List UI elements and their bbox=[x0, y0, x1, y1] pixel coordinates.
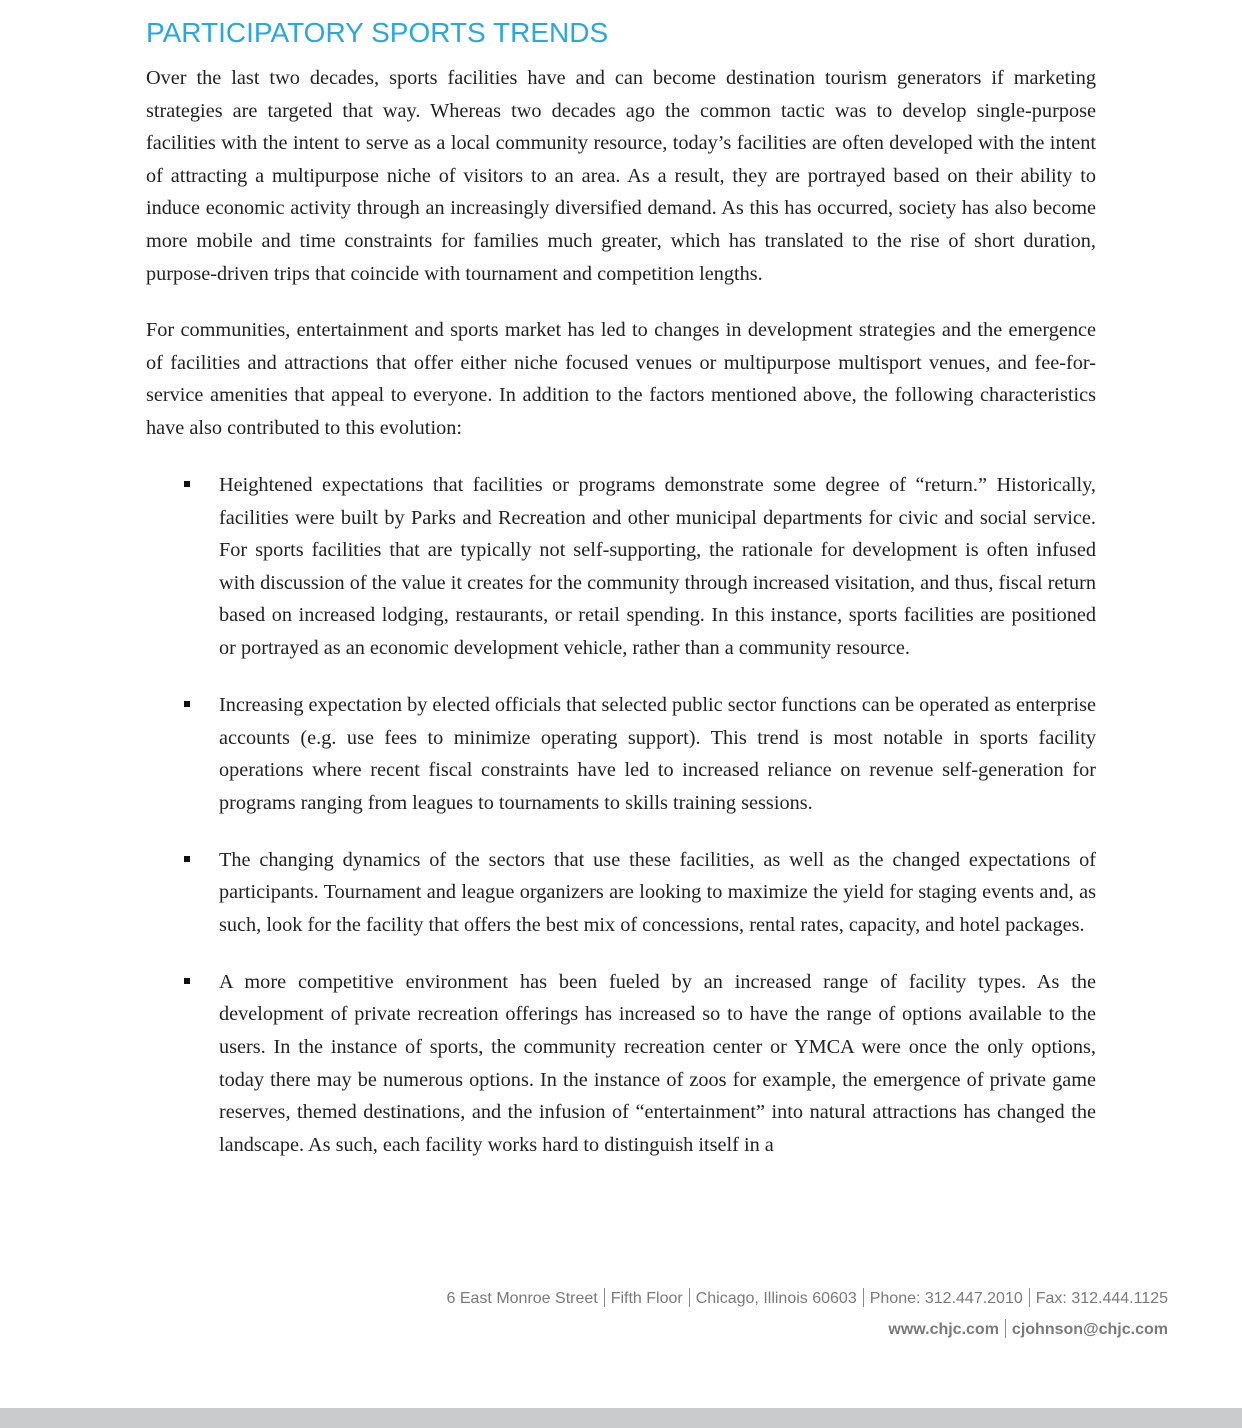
footer-email-link[interactable]: cjohnson@chjc.com bbox=[1011, 1321, 1168, 1338]
list-item bbox=[146, 469, 1096, 665]
footer-city: Chicago, Illinois 60603 bbox=[695, 1290, 857, 1307]
list-item-text: A more competitive environment has been fueled by an increased range of facility types. As the development of private recreation offerings has increased so to have the range of options available to the users. In the instance of sports, the community recreation center or YMCA were once the only options, today there may be numerous options. In the instance of zoos for example, the emergence of private game reserves, themed destinations, and the infusion of “entertainment” into natural attractions has changed the landscape. As such, each facility works hard to distinguish itself in a bbox=[219, 970, 1096, 1156]
paragraph-communities: For communities, entertainment and sports market has led to changes in development strategies and the emergence of facilities and attractions that offer either niche focused venues or multipurpose multisport venues, and fee-for-service amenities that appeal to everyone. In addition to the factors mentioned above, the following characteristics have also contributed to this evolution: bbox=[146, 319, 1096, 439]
footer-floor: Fifth Floor bbox=[610, 1290, 683, 1307]
separator bbox=[1005, 1319, 1006, 1338]
list-item-text: Heightened expectations that facilities or programs demonstrate some degree of “return.” Historically, facilities were built by Parks and Recreation and other municipal departments for civic and social service. For sports facilities that are typically not self-supporting, the rationale for development is often infused with discussion of the value it creates for the community through increased visitation, and thus, fiscal return based on increased lodging, restaurants, or retail spending. In this instance, sports facilities are positioned or portrayed as an economic development vehicle, rather than a community resource. bbox=[219, 474, 1096, 659]
list-item bbox=[146, 689, 1096, 819]
square-bullet-icon bbox=[184, 701, 190, 707]
separator bbox=[1029, 1288, 1030, 1307]
characteristics-list bbox=[146, 469, 1096, 1186]
paragraph-intro: Over the last two decades, sports facilities have and can become destination tourism generators if marketing strategies are targeted that way. Whereas two decades ago the common tactic was to develop single-purpose facilities with the intent to serve as a local community resource, today’s facilities are often developed with the intent of attracting a multipurpose niche of visitors to an area. As a result, they are portrayed based on their ability to induce economic activity through an increasingly diversified demand. As this has occurred, society has also become more mobile and time constraints for families much greater, which has translated to the rise of short duration, purpose-driven trips that coincide with tournament and competition lengths. bbox=[146, 67, 1096, 285]
viewer-bottom-bar bbox=[0, 1408, 1242, 1428]
square-bullet-icon bbox=[184, 481, 190, 487]
square-bullet-icon bbox=[184, 856, 190, 862]
footer-address: 6 East Monroe Street bbox=[446, 1290, 598, 1307]
footer-web-line bbox=[447, 1319, 1168, 1341]
footer-fax: Fax: 312.444.1125 bbox=[1035, 1290, 1168, 1307]
footer-phone: Phone: 312.447.2010 bbox=[869, 1290, 1023, 1307]
square-bullet-icon bbox=[184, 978, 190, 984]
list-item-text: The changing dynamics of the sectors that use these facilities, as well as the changed expectations of participants. Tournament and league organizers are looking to maximize the yield for staging events and, as such, look for the facility that offers the best mix of concessions, rental rates, capacity, and hotel packages. bbox=[219, 848, 1096, 936]
page-footer bbox=[447, 1288, 1168, 1341]
separator bbox=[604, 1288, 605, 1307]
separator bbox=[863, 1288, 864, 1307]
section-title: PARTICIPATORY SPORTS TRENDS bbox=[146, 17, 609, 48]
separator bbox=[689, 1288, 690, 1307]
list-item bbox=[146, 966, 1096, 1162]
list-item bbox=[146, 844, 1096, 942]
list-item-text: Increasing expectation by elected officials that selected public sector functions can be operated as enterprise accounts (e.g. use fees to minimize operating support). This trend is most notable in sports facility operations where recent fiscal constraints have led to increased reliance on revenue self-generation for programs ranging from leagues to tournaments to skills training sessions. bbox=[219, 693, 1096, 814]
footer-contact-line bbox=[447, 1288, 1168, 1310]
footer-website-link[interactable]: www.chjc.com bbox=[888, 1321, 999, 1338]
